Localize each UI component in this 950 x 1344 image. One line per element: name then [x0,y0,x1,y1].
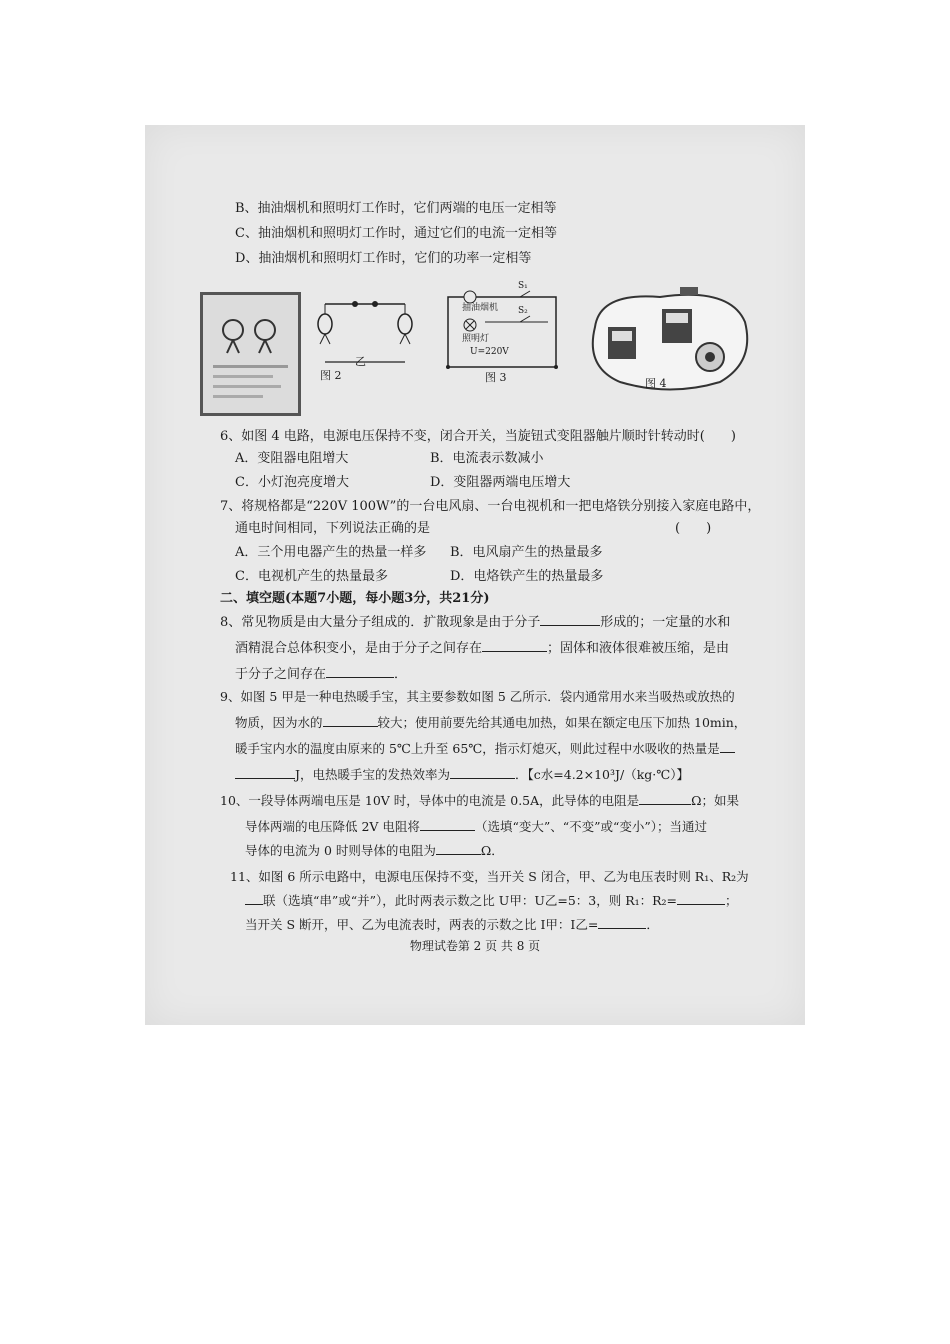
q9-blank-3[interactable] [450,766,515,779]
q10-text: （选填“变大”、“不变”或“变小”）；当通过 [474,819,708,834]
q9-text: 物质，因为水的 [235,715,323,730]
q8-blank-1[interactable] [540,613,600,626]
figure-4-caption: 图 4 [645,377,667,390]
q10-line-1 [220,791,739,809]
option-b-prev: B、抽油烟机和照明灯工作时，它们两端的电压一定相等 [235,201,557,216]
q9-line-1: 9、如图 5 甲是一种电热暖手宝，其主要参数如图 5 乙所示．袋内通常用水来当吸热或放热的 [220,689,735,704]
q7-stem-2: 通电时间相同，下列说法正确的是 [235,521,431,536]
q8-text: 于分子之间存在 [235,667,327,682]
q11-line-2 [245,891,738,909]
section-2-heading: 二、填空题(本题7小题，每小题3分，共21分) [220,591,490,606]
page-footer: 物理试卷第 2 页 共 8 页 [409,939,541,953]
option-d-prev: D、抽油烟机和照明灯工作时，它们的功率一定相等 [235,251,532,266]
q11-text: ． [646,917,659,932]
q8-text: 酒精混合总体积变小，是由于分子之间存在 [235,641,483,656]
q11-line-3 [245,915,659,933]
q10-text: 导体的电流为 0 时则导体的电阻为 [245,843,436,858]
q10-blank-3[interactable] [436,842,481,855]
q9-text: 暖手宝内水的温度由原来的 5℃上升至 65℃，指示灯熄灭，则此过程中水吸收的热量是 [235,741,720,756]
figure-4-photo [580,287,760,397]
q6-option-a: A．变阻器电阻增大 [235,451,349,466]
q9-line-3 [235,739,735,757]
q9-line-2 [235,713,746,731]
q9-text: J，电热暖手宝的发热效率为 [295,767,451,782]
scanned-exam-page [145,125,805,1025]
q11-line-1: 11、如图 6 所示电路中，电源电压保持不变，当开关 S 闭合，甲、乙为电压表时则 R₁、R₂为 [230,869,749,884]
q11-blank-2[interactable] [677,892,725,905]
q9-text: ．【c水=4.2×10³J/（kg·℃）】 [515,767,690,782]
q9-blank-2[interactable] [235,766,295,779]
figure-3-s2-label: S₂ [518,306,528,316]
q8-text: 形成的；一定量的水和 [600,615,731,630]
figure-3-voltage-label: U=220V [470,347,509,357]
figure-3-lamp-label: 照明灯 [462,334,490,344]
figure-2-caption: 图 2 [320,369,342,382]
q9-line-4 [235,765,689,783]
q8-line-3 [235,663,407,682]
q9-text: 较大；使用前要先给其通电加热，如果在额定电压下加热 10min， [377,715,747,730]
q8-line-2 [235,637,729,656]
q11-blank-1[interactable] [245,892,263,905]
q10-text: 导体两端的电压降低 2V 电阻将 [245,819,420,834]
q10-line-2 [245,817,707,835]
q11-blank-3[interactable] [598,916,646,929]
figure-2-label-yi: 乙 [355,355,366,368]
figure-row [200,281,785,417]
q6-option-d: D．变阻器两端电压增大 [430,475,571,490]
meters-illustration [203,295,298,413]
q10-text: 10、一段导体两端电压是 10V 时，导体中的电流是 0.5A，此导体的电阻是 [220,793,640,808]
q8-text: 8、常见物质是由大量分子组成的．扩散现象是由于分子 [220,615,541,630]
q11-text: 联（选填“串”或“并”），此时两表示数之比 U甲：U乙=5：3，则 R₁：R₂= [263,893,678,908]
q7-option-c: C．电视机产生的热量最多 [235,569,388,584]
q11-text: 当开关 S 断开，甲、乙为电流表时，两表的示数之比 I甲：I乙= [245,917,599,932]
q8-blank-3[interactable] [326,665,394,678]
q6-option-c: C．小灯泡亮度增大 [235,475,349,490]
q7-option-d: D．电烙铁产生的热量最多 [450,569,604,584]
figure-3-s1-label: S₁ [518,281,528,291]
option-c-prev: C、抽油烟机和照明灯工作时，通过它们的电流一定相等 [235,226,557,241]
q8-text: ；固体和液体很难被压缩，是由 [547,641,730,656]
figure-3-caption: 图 3 [485,371,507,384]
q8-blank-2[interactable] [482,639,547,652]
q10-blank-1[interactable] [639,792,691,805]
q8-line-1 [220,611,730,630]
q10-text: Ω；如果 [691,793,740,808]
figure-1-photo [200,292,301,416]
q9-blank-1[interactable] [323,714,378,727]
q10-blank-2[interactable] [420,818,475,831]
q7-stem-1: 7、将规格都是“220V 100W”的一台电风扇、一台电视机和一把电烙铁分别接入家庭电路中， [220,499,761,514]
q11-text: ； [725,893,738,908]
q9-blank-2-start[interactable] [720,740,735,753]
figure-3-motor-label: 抽油烟机 [462,303,499,313]
q6-stem: 6、如图 4 电路，电源电压保持不变，闭合开关，当旋钮式变阻器触片顺时针转动时( ) [220,429,736,444]
q8-text: ． [394,667,408,682]
q10-line-3 [245,841,504,859]
q6-option-b: B．电流表示数减小 [430,451,544,466]
q10-text: Ω． [480,843,504,858]
q7-answer-paren: ( ) [675,521,712,536]
q7-option-a: A．三个用电器产生的热量一样多 [235,545,427,560]
q7-option-b: B．电风扇产生的热量最多 [450,545,603,560]
